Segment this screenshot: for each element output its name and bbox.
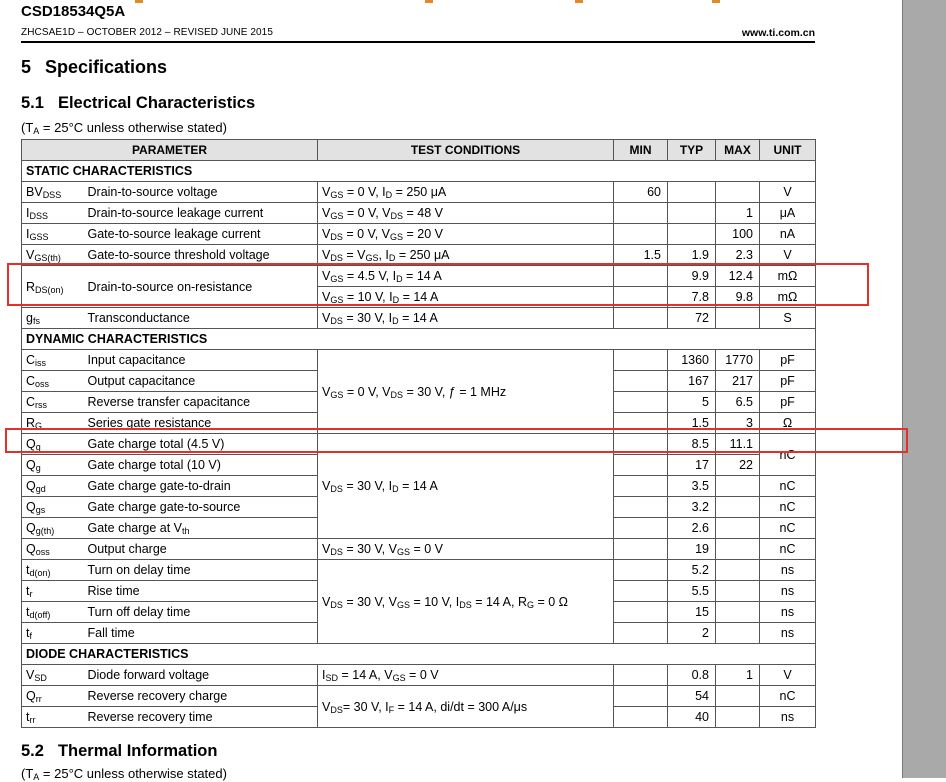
revision-line: ZHCSAE1D – OCTOBER 2012 – REVISED JUNE 2015 bbox=[21, 27, 273, 38]
value-min bbox=[614, 371, 668, 392]
value-typ: 5.5 bbox=[668, 581, 716, 602]
section-heading-electrical bbox=[21, 94, 255, 113]
param-description: Diode forward voltage bbox=[86, 665, 318, 686]
test-conditions: $V_{GS} = 10$ V, $I_D = 14$ A bbox=[318, 287, 614, 308]
group-row bbox=[22, 161, 816, 182]
section-number: 5 bbox=[21, 57, 32, 77]
value-max bbox=[716, 707, 760, 728]
value-min bbox=[614, 455, 668, 476]
value-unit: pF bbox=[760, 371, 816, 392]
section-heading-specifications bbox=[21, 57, 167, 78]
param-symbol: $I_{DSS}$ bbox=[22, 203, 86, 224]
table-row bbox=[22, 434, 816, 455]
param-symbol: $t_f$ bbox=[22, 623, 86, 644]
value-min bbox=[614, 560, 668, 581]
param-description: Reverse recovery charge bbox=[86, 686, 318, 707]
table-row bbox=[22, 539, 816, 560]
value-typ: 19 bbox=[668, 539, 716, 560]
value-unit: nC bbox=[760, 518, 816, 539]
test-conditions: $V_{DS} = 0$ V, $V_{GS} = 20$ V bbox=[318, 224, 614, 245]
test-conditions: $V_{DS} = 30$ V, $V_{GS} = 0$ V bbox=[318, 539, 614, 560]
value-min bbox=[614, 602, 668, 623]
param-description: Gate charge gate-to-drain bbox=[86, 476, 318, 497]
group-title: DIODE CHARACTERISTICS bbox=[22, 644, 816, 665]
value-min bbox=[614, 224, 668, 245]
table-row bbox=[22, 686, 816, 707]
param-symbol: $C_{iss}$ bbox=[22, 350, 86, 371]
value-typ: 0.8 bbox=[668, 665, 716, 686]
value-max: 11.1 bbox=[716, 434, 760, 455]
param-symbol: $g_{fs}$ bbox=[22, 308, 86, 329]
electrical-characteristics-table bbox=[21, 139, 816, 728]
value-unit: nC bbox=[760, 434, 816, 476]
table-row bbox=[22, 182, 816, 203]
value-max: 1 bbox=[716, 203, 760, 224]
col-header-max: MAX bbox=[716, 140, 760, 161]
value-typ: 17 bbox=[668, 455, 716, 476]
table-row bbox=[22, 245, 816, 266]
value-min bbox=[614, 476, 668, 497]
col-header-typ: TYP bbox=[668, 140, 716, 161]
table-row bbox=[22, 203, 816, 224]
value-unit: nA bbox=[760, 224, 816, 245]
test-conditions: $V_{GS} = 4.5$ V, $I_D = 14$ A bbox=[318, 266, 614, 287]
param-description: Drain-to-source on-resistance bbox=[86, 266, 318, 308]
param-description: Output capacitance bbox=[86, 371, 318, 392]
part-number: CSD18534Q5A bbox=[21, 3, 126, 20]
value-min: 1.5 bbox=[614, 245, 668, 266]
website-link[interactable]: www.ti.com.cn bbox=[741, 27, 815, 39]
value-max: 6.5 bbox=[716, 392, 760, 413]
viewer-scrollbar-gutter[interactable] bbox=[902, 0, 946, 778]
param-symbol: $Q_g$ bbox=[22, 455, 86, 476]
param-symbol: $C_{rss}$ bbox=[22, 392, 86, 413]
value-unit: V bbox=[760, 665, 816, 686]
param-symbol: $C_{oss}$ bbox=[22, 371, 86, 392]
value-typ: 1.5 bbox=[668, 413, 716, 434]
value-min bbox=[614, 665, 668, 686]
test-conditions: $V_{DS}= 30$ V, $I_F = 14$ A, di/dt = 300 A/μs bbox=[318, 686, 614, 728]
value-unit: ns bbox=[760, 560, 816, 581]
value-min bbox=[614, 266, 668, 287]
param-description: Reverse recovery time bbox=[86, 707, 318, 728]
param-symbol: $V_{SD}$ bbox=[22, 665, 86, 686]
value-min bbox=[614, 497, 668, 518]
value-typ: 3.5 bbox=[668, 476, 716, 497]
value-max bbox=[716, 308, 760, 329]
value-max: 1770 bbox=[716, 350, 760, 371]
value-max bbox=[716, 581, 760, 602]
value-max: 22 bbox=[716, 455, 760, 476]
tab-marker bbox=[575, 0, 583, 3]
value-unit: ns bbox=[760, 581, 816, 602]
value-typ: 2 bbox=[668, 623, 716, 644]
value-typ: 8.5 bbox=[668, 434, 716, 455]
col-header-parameter: PARAMETER bbox=[22, 140, 318, 161]
param-symbol: $BV_{DSS}$ bbox=[22, 182, 86, 203]
value-unit: V bbox=[760, 182, 816, 203]
param-symbol: $R_{DS(on)}$ bbox=[22, 266, 86, 308]
value-max: 12.4 bbox=[716, 266, 760, 287]
value-unit: pF bbox=[760, 392, 816, 413]
value-typ: 5 bbox=[668, 392, 716, 413]
param-symbol: $Q_g$ bbox=[22, 434, 86, 455]
top-tab-strip bbox=[0, 0, 900, 3]
param-description: Fall time bbox=[86, 623, 318, 644]
value-unit: ns bbox=[760, 602, 816, 623]
table-header-row bbox=[22, 140, 816, 161]
value-min bbox=[614, 581, 668, 602]
value-min bbox=[614, 413, 668, 434]
value-typ bbox=[668, 182, 716, 203]
value-typ: 3.2 bbox=[668, 497, 716, 518]
group-title: STATIC CHARACTERISTICS bbox=[22, 161, 816, 182]
test-conditions: $V_{DS} = 30$ V, $I_D = 14$ A bbox=[318, 308, 614, 329]
param-symbol: $t_{d(off)}$ bbox=[22, 602, 86, 623]
param-description: Series gate resistance bbox=[86, 413, 318, 434]
param-description: Output charge bbox=[86, 539, 318, 560]
value-typ: 9.9 bbox=[668, 266, 716, 287]
group-title: DYNAMIC CHARACTERISTICS bbox=[22, 329, 816, 350]
section-title: Thermal Information bbox=[57, 742, 218, 760]
value-typ: 54 bbox=[668, 686, 716, 707]
value-unit: ns bbox=[760, 623, 816, 644]
col-header-conditions: TEST CONDITIONS bbox=[318, 140, 614, 161]
param-symbol: $t_r$ bbox=[22, 581, 86, 602]
value-max bbox=[716, 476, 760, 497]
value-unit: nC bbox=[760, 539, 816, 560]
value-unit: mΩ bbox=[760, 287, 816, 308]
conditions-note: ($T_A = 25^\circ C$ unless otherwise stated) bbox=[21, 120, 227, 136]
value-unit: nC bbox=[760, 476, 816, 497]
test-conditions: $V_{DS} = 30$ V, $V_{GS} = 10$ V, $I_{DS} = 14$ A, $R_G = 0$ Ω bbox=[318, 560, 614, 644]
value-unit: V bbox=[760, 245, 816, 266]
value-max bbox=[716, 539, 760, 560]
param-description: Gate-to-source leakage current bbox=[86, 224, 318, 245]
value-unit: pF bbox=[760, 350, 816, 371]
value-min bbox=[614, 350, 668, 371]
value-typ: 167 bbox=[668, 371, 716, 392]
value-min bbox=[614, 287, 668, 308]
tab-marker bbox=[135, 0, 143, 3]
value-max: 2.3 bbox=[716, 245, 760, 266]
param-symbol: $t_{rr}$ bbox=[22, 707, 86, 728]
test-conditions: $V_{GS} = 0$ V, $V_{DS} = 30$ V, ƒ = 1 MHz bbox=[318, 350, 614, 434]
value-typ bbox=[668, 224, 716, 245]
value-min bbox=[614, 623, 668, 644]
param-symbol: $Q_{gd}$ bbox=[22, 476, 86, 497]
param-description: Turn off delay time bbox=[86, 602, 318, 623]
table-row bbox=[22, 224, 816, 245]
value-min bbox=[614, 434, 668, 455]
section-title: Specifications bbox=[45, 57, 168, 77]
group-row bbox=[22, 329, 816, 350]
param-symbol: $V_{GS(th)}$ bbox=[22, 245, 86, 266]
test-conditions: $V_{DS} = 30$ V, $I_D = 14$ A bbox=[318, 434, 614, 539]
value-unit: S bbox=[760, 308, 816, 329]
value-typ: 1360 bbox=[668, 350, 716, 371]
test-conditions: $V_{DS} = V_{GS}$, $I_D = 250$ μA bbox=[318, 245, 614, 266]
test-conditions: $I_{SD} = 14$ A, $V_{GS} = 0$ V bbox=[318, 665, 614, 686]
tab-marker bbox=[425, 0, 433, 3]
value-min bbox=[614, 518, 668, 539]
value-max bbox=[716, 686, 760, 707]
param-description: Input capacitance bbox=[86, 350, 318, 371]
value-typ: 15 bbox=[668, 602, 716, 623]
section-heading-thermal bbox=[21, 742, 217, 761]
param-symbol: $Q_{g(th)}$ bbox=[22, 518, 86, 539]
value-unit: μA bbox=[760, 203, 816, 224]
value-unit: mΩ bbox=[760, 266, 816, 287]
table-row bbox=[22, 560, 816, 581]
param-symbol: $R_G$ bbox=[22, 413, 86, 434]
col-header-unit: UNIT bbox=[760, 140, 816, 161]
value-min bbox=[614, 539, 668, 560]
table-row bbox=[22, 308, 816, 329]
header-rule bbox=[21, 41, 815, 43]
param-symbol: $Q_{oss}$ bbox=[22, 539, 86, 560]
tab-marker bbox=[712, 0, 720, 3]
value-min bbox=[614, 707, 668, 728]
value-max bbox=[716, 497, 760, 518]
value-max: 1 bbox=[716, 665, 760, 686]
value-typ: 2.6 bbox=[668, 518, 716, 539]
param-description: Gate charge gate-to-source bbox=[86, 497, 318, 518]
section-number: 5.1 bbox=[21, 94, 44, 112]
param-symbol: $I_{GSS}$ bbox=[22, 224, 86, 245]
value-unit: Ω bbox=[760, 413, 816, 434]
col-header-min: MIN bbox=[614, 140, 668, 161]
param-symbol: $Q_{gs}$ bbox=[22, 497, 86, 518]
value-typ: 40 bbox=[668, 707, 716, 728]
value-typ bbox=[668, 203, 716, 224]
value-min bbox=[614, 686, 668, 707]
value-max bbox=[716, 560, 760, 581]
param-description: Reverse transfer capacitance bbox=[86, 392, 318, 413]
value-min bbox=[614, 392, 668, 413]
param-symbol: $Q_{rr}$ bbox=[22, 686, 86, 707]
value-max: 9.8 bbox=[716, 287, 760, 308]
group-row bbox=[22, 644, 816, 665]
section-title: Electrical Characteristics bbox=[57, 94, 256, 112]
value-max bbox=[716, 182, 760, 203]
param-description: Gate charge at $V_{th}$ bbox=[86, 518, 318, 539]
param-symbol: $t_{d(on)}$ bbox=[22, 560, 86, 581]
section-number: 5.2 bbox=[21, 742, 44, 760]
conditions-note-thermal: ($T_A = 25^\circ C$ unless otherwise stated) bbox=[21, 766, 227, 782]
value-min bbox=[614, 203, 668, 224]
value-min: 60 bbox=[614, 182, 668, 203]
test-conditions: $V_{GS} = 0$ V, $V_{DS} = 48$ V bbox=[318, 203, 614, 224]
value-unit: nC bbox=[760, 686, 816, 707]
param-description: Gate charge total (4.5 V) bbox=[86, 434, 318, 455]
table-row bbox=[22, 350, 816, 371]
table-row bbox=[22, 665, 816, 686]
value-max: 100 bbox=[716, 224, 760, 245]
param-description: Drain-to-source voltage bbox=[86, 182, 318, 203]
param-description: Rise time bbox=[86, 581, 318, 602]
param-description: Gate charge total (10 V) bbox=[86, 455, 318, 476]
param-description: Transconductance bbox=[86, 308, 318, 329]
value-max: 3 bbox=[716, 413, 760, 434]
param-description: Gate-to-source threshold voltage bbox=[86, 245, 318, 266]
value-typ: 7.8 bbox=[668, 287, 716, 308]
value-unit: nC bbox=[760, 497, 816, 518]
param-description: Turn on delay time bbox=[86, 560, 318, 581]
table-row bbox=[22, 266, 816, 287]
value-min bbox=[614, 308, 668, 329]
param-description: Drain-to-source leakage current bbox=[86, 203, 318, 224]
value-typ: 72 bbox=[668, 308, 716, 329]
value-max bbox=[716, 518, 760, 539]
value-typ: 5.2 bbox=[668, 560, 716, 581]
value-typ: 1.9 bbox=[668, 245, 716, 266]
value-max bbox=[716, 602, 760, 623]
value-max: 217 bbox=[716, 371, 760, 392]
test-conditions: $V_{GS} = 0$ V, $I_D = 250$ μA bbox=[318, 182, 614, 203]
value-max bbox=[716, 623, 760, 644]
value-unit: ns bbox=[760, 707, 816, 728]
